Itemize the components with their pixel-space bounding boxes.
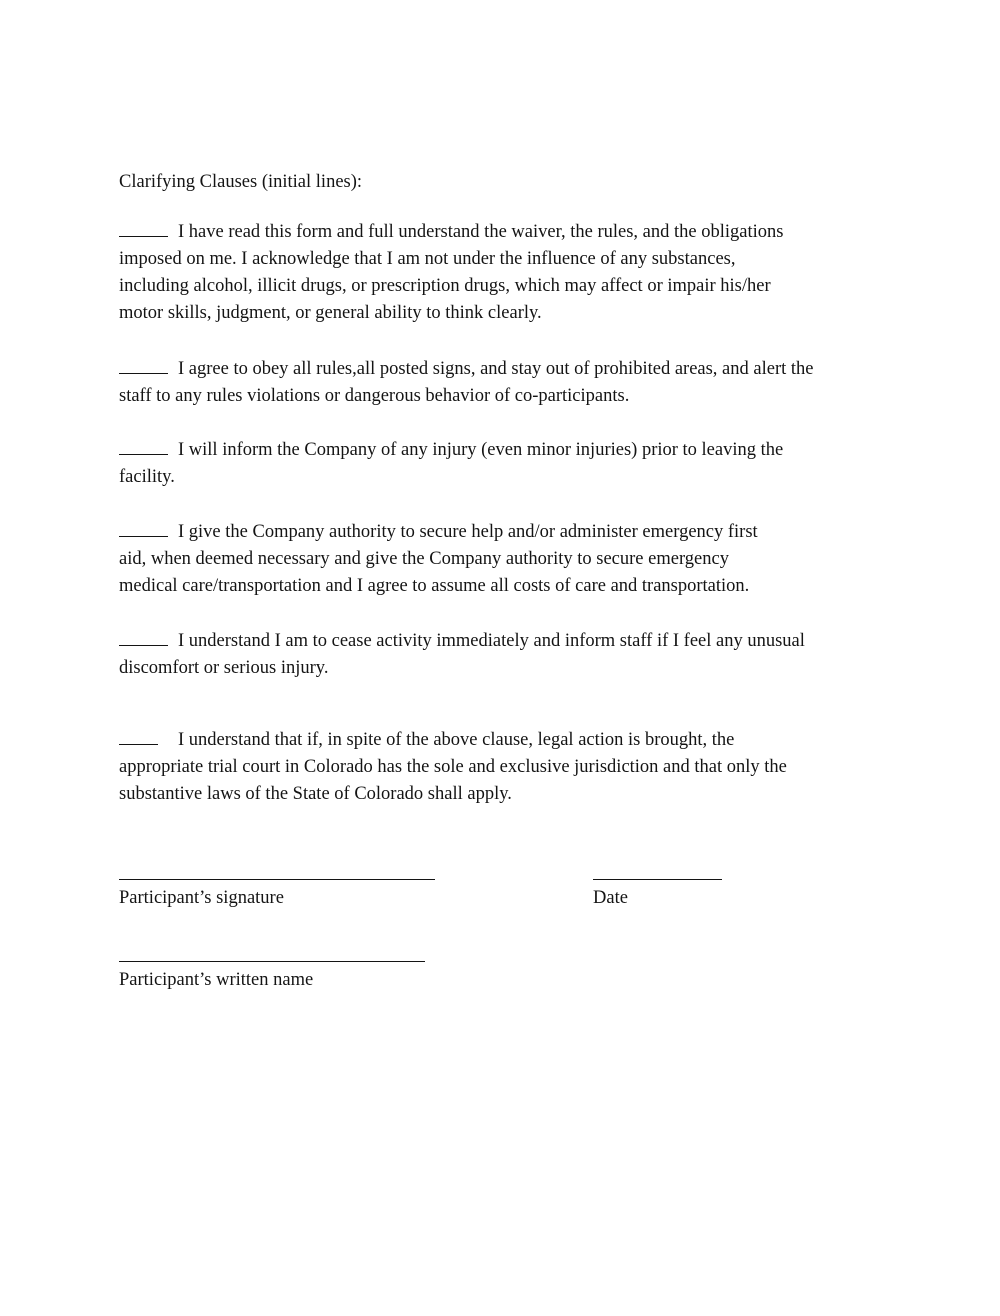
- clause-line: I understand I am to cease activity immediately and inform staff if I feel any unusual: [119, 628, 879, 655]
- participant-signature-label: Participant’s signature: [119, 888, 284, 908]
- clause-read-and-understand: [119, 219, 879, 327]
- initial-blank[interactable]: [119, 356, 168, 374]
- initial-blank[interactable]: [119, 628, 168, 646]
- clause-obey-rules: [119, 356, 879, 410]
- clause-line: I understand that if, in spite of the above clause, legal action is brought, the: [119, 727, 879, 754]
- clause-line: imposed on me. I acknowledge that I am not under the influence of any substances,: [119, 249, 736, 269]
- clause-jurisdiction: [119, 727, 879, 808]
- initial-blank[interactable]: [119, 437, 168, 455]
- initial-blank[interactable]: [119, 519, 168, 537]
- clause-inform-injury: [119, 437, 879, 491]
- initial-blank[interactable]: [119, 727, 158, 745]
- clause-line: I have read this form and full understand the waiver, the rules, and the obligations: [119, 219, 879, 246]
- participant-name-label: Participant’s written name: [119, 970, 314, 990]
- participant-signature-line[interactable]: [119, 879, 435, 880]
- clause-line: staff to any rules violations or dangerous behavior of co-participants.: [119, 386, 630, 406]
- clause-line: including alcohol, illicit drugs, or prescription drugs, which may affect or impair his/her: [119, 276, 771, 296]
- clause-line: appropriate trial court in Colorado has the sole and exclusive jurisdiction and that only the: [119, 757, 787, 777]
- date-label: Date: [593, 888, 628, 908]
- participant-name-line[interactable]: [119, 961, 425, 962]
- clause-line: medical care/transportation and I agree to assume all costs of care and transportation.: [119, 576, 750, 596]
- clause-emergency-authority: [119, 519, 879, 600]
- initial-blank[interactable]: [119, 219, 168, 237]
- clause-cease-activity: [119, 628, 879, 682]
- section-heading: Clarifying Clauses (initial lines):: [119, 172, 363, 192]
- clause-line: I will inform the Company of any injury (even minor injuries) prior to leaving the: [119, 437, 879, 464]
- clause-line: substantive laws of the State of Colorado shall apply.: [119, 784, 512, 804]
- clause-line: I give the Company authority to secure help and/or administer emergency first: [119, 519, 879, 546]
- clause-line: motor skills, judgment, or general ability to think clearly.: [119, 303, 542, 323]
- clause-line: aid, when deemed necessary and give the Company authority to secure emergency: [119, 549, 729, 569]
- clause-line: discomfort or serious injury.: [119, 658, 329, 678]
- clause-line: facility.: [119, 467, 175, 487]
- date-line[interactable]: [593, 879, 722, 880]
- clause-line: I agree to obey all rules,all posted signs, and stay out of prohibited areas, and alert the: [119, 356, 879, 383]
